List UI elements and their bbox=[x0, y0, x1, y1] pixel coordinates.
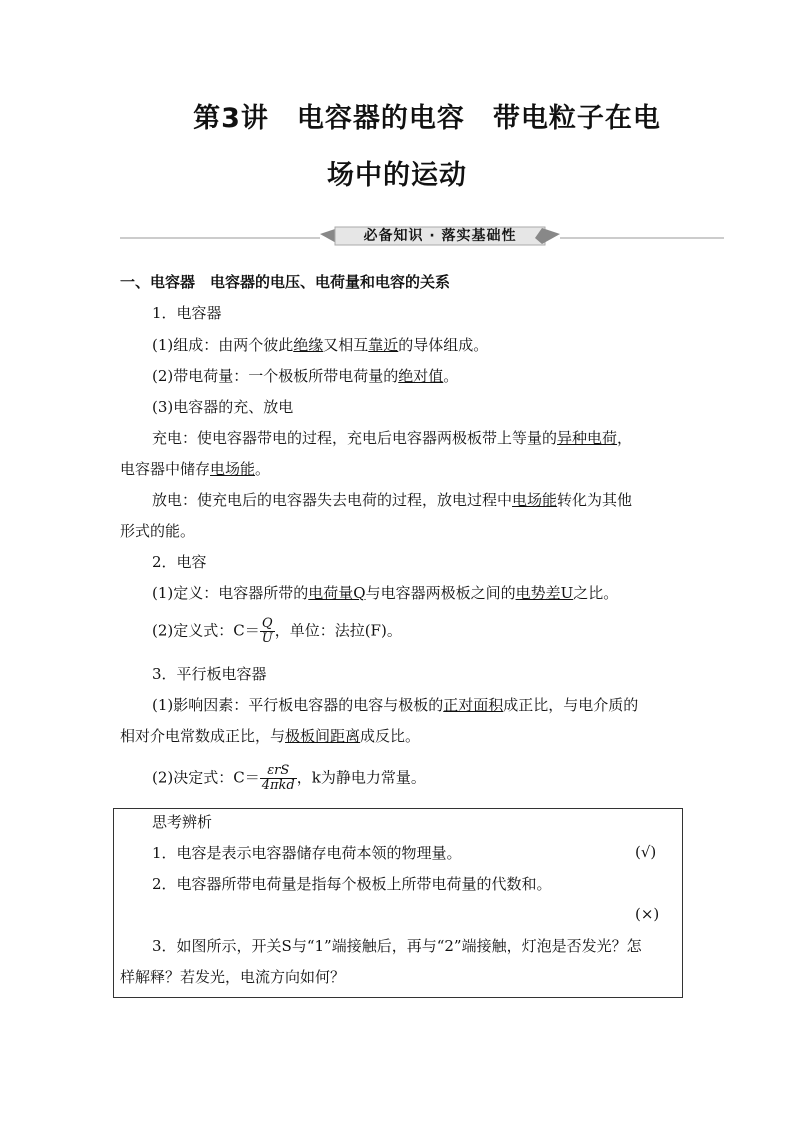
think-question-2: 2．电容器所带电荷量是指每个极板上所带电荷量的代数和。 bbox=[152, 875, 552, 893]
para-factors-2: 相对介电常数成正比，与极板间距离成反比。 bbox=[120, 727, 421, 745]
para-charging-1: 充电：使电容器带电的过程，充电后电容器两极板带上等量的异种电荷， bbox=[152, 429, 633, 447]
lesson-title-line1: 第3讲 电容器的电容 带电粒子在电 bbox=[193, 103, 661, 134]
section-banner bbox=[120, 224, 724, 248]
para-charge-amount: (2)带电荷量：一个极板所带电荷量的绝对值。 bbox=[152, 367, 459, 385]
fraction-q-over-u: $\frac{Q}{U}$ bbox=[261, 616, 273, 646]
fraction-capacitance: $\frac{\text{εrS}}{\text{4πkd}}$ bbox=[261, 763, 295, 793]
para-composition: (1)组成：由两个彼此绝缘又相互靠近的导体组成。 bbox=[152, 336, 489, 354]
para-factors-1: (1)影响因素：平行板电容器的电容与极板的正对面积成正比，与电介质的 bbox=[152, 696, 639, 714]
subheading-parallel-plate: 3．平行板电容器 bbox=[152, 665, 267, 683]
think-box-heading: 思考辨析 bbox=[152, 813, 213, 831]
para-charging-2: 电容器中储存电场能。 bbox=[120, 460, 271, 478]
para-definition: (1)定义：电容器所带的电荷量Q与电容器两极板之间的电势差U之比。 bbox=[152, 584, 619, 602]
section-heading: 一、电容器 电容器的电压、电荷量和电容的关系 bbox=[120, 273, 451, 291]
lesson-title-line2: 场中的运动 bbox=[327, 160, 467, 191]
think-question-1: 1．电容是表示电容器储存电荷本领的物理量。 bbox=[152, 844, 462, 862]
para-decision-formula: (2)决定式：C＝ $\frac{\text{εrS}}{\text{4πkd}}$ ，k为静电力常量。 bbox=[152, 763, 426, 793]
banner-text: 必备知识 · 落实基础性 bbox=[363, 228, 517, 244]
answer-mark-2: (×) bbox=[635, 905, 660, 923]
para-charge-discharge: (3)电容器的充、放电 bbox=[152, 398, 294, 416]
subheading-capacitance: 2．电容 bbox=[152, 553, 207, 571]
para-discharging-2: 形式的能。 bbox=[120, 522, 196, 540]
think-question-3-line1: 3．如图所示，开关S与“1”端接触后，再与“2”端接触，灯泡是否发光？怎 bbox=[152, 937, 642, 955]
think-question-3-line2: 样解释？若发光，电流方向如何？ bbox=[120, 968, 346, 986]
para-definition-formula: (2)定义式：C＝ $\frac{Q}{U}$ ，单位：法拉(F)。 bbox=[152, 616, 402, 646]
para-discharging-1: 放电：使充电后的电容器失去电荷的过程，放电过程中电场能转化为其他 bbox=[152, 491, 633, 509]
subheading-capacitor: 1．电容器 bbox=[152, 304, 222, 322]
answer-mark-1: (√) bbox=[635, 843, 657, 861]
